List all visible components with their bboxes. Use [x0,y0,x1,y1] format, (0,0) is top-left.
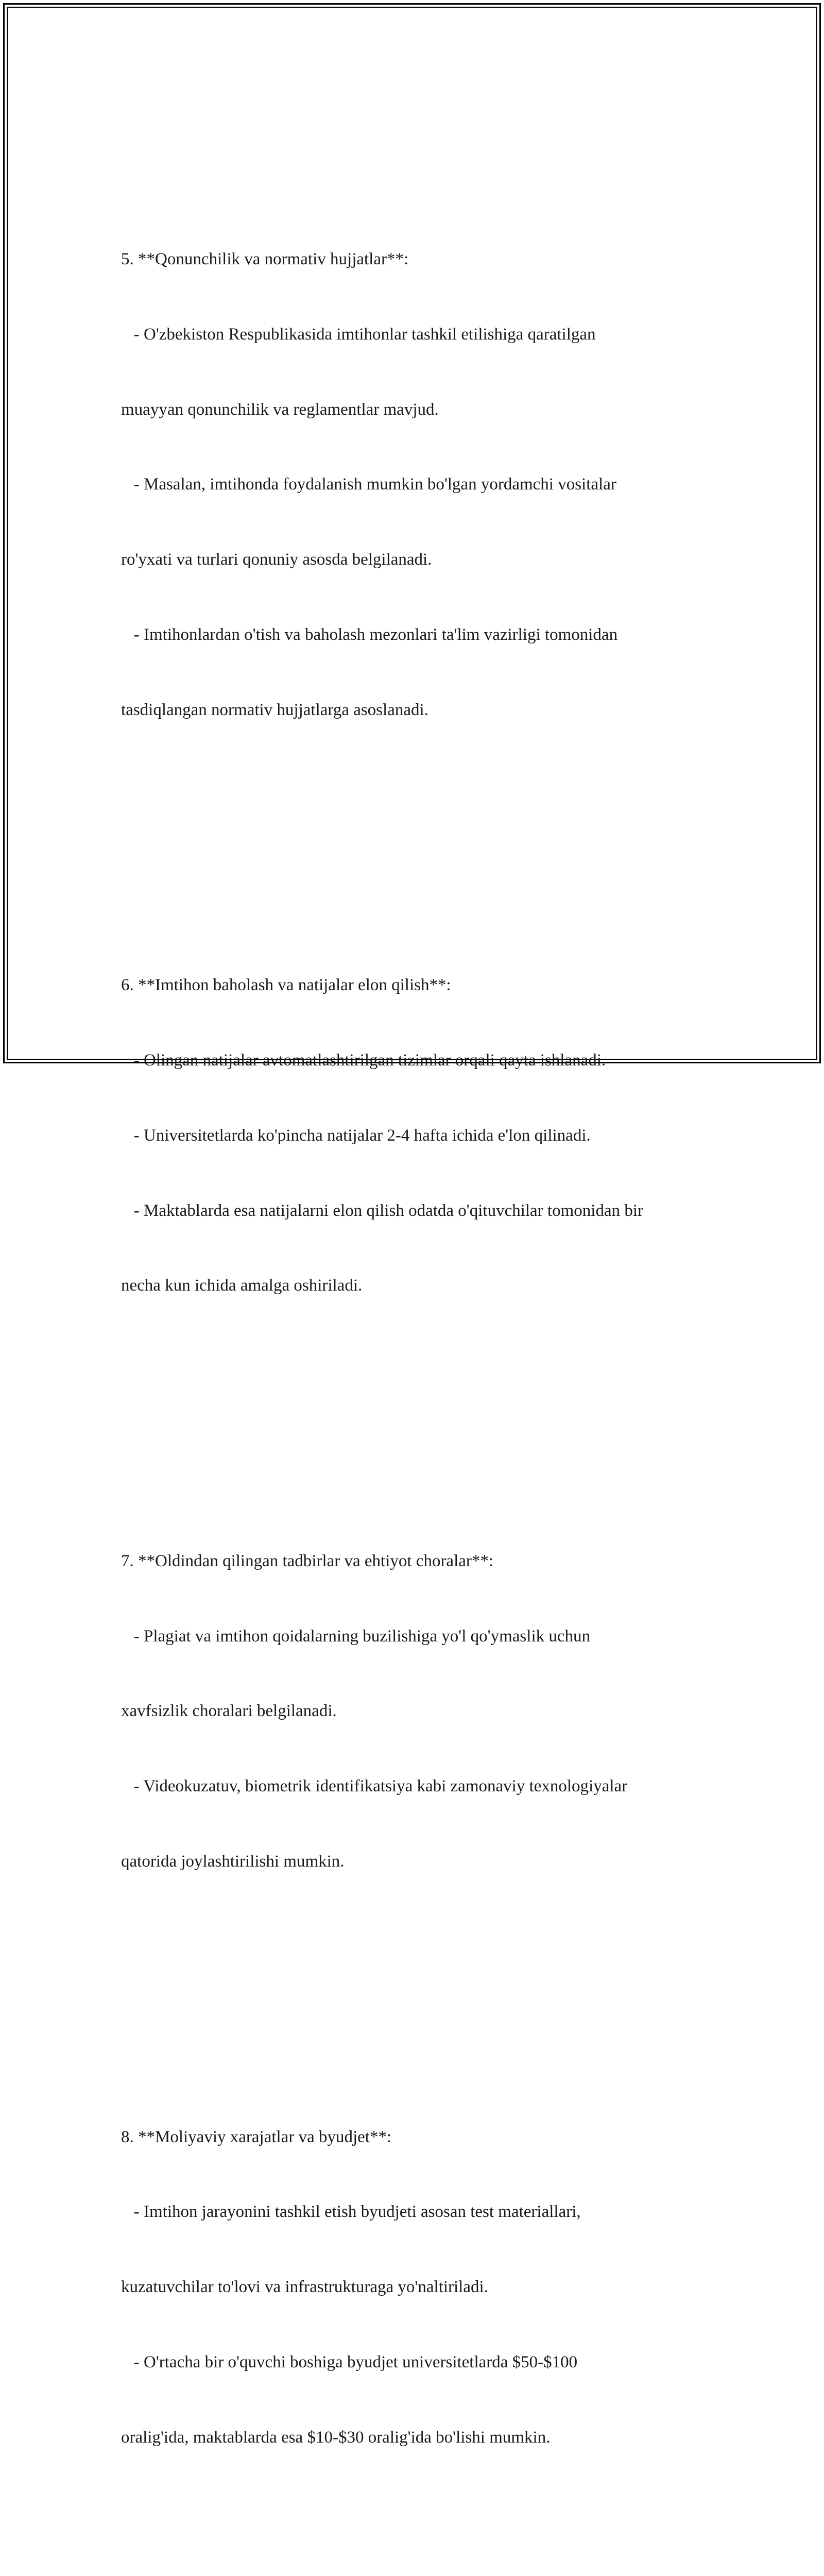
text-line: oralig'ida, maktablarda esa $10-$30 oralig'ida bo'lishi mumkin. [121,2428,551,2447]
text-line: muayyan qonunchilik va reglamentlar mavjud. [121,400,439,419]
document-body [121,122,718,2576]
text-line: qatorida joylashtirilishi mumkin. [121,1852,345,1871]
section-heading: 7. **Oldindan qilingan tadbirlar va ehtiyot choralar**: [121,1551,494,1570]
paragraph-spacer [121,2550,718,2575]
text-line: - Plagiat va imtihon qoidalarning buzilishiga yo'l qo'ymaslik uchun [121,1626,591,1646]
paragraph-spacer [121,1974,718,1999]
text-line: - Imtihonlardan o'tish va baholash mezonlari ta'lim vazirligi tomonidan [121,625,618,644]
section-heading: 5. **Qonunchilik va normativ hujjatlar**: [121,249,409,268]
section-6 [121,923,718,1348]
paragraph-spacer [121,823,718,848]
section-5 [121,197,718,773]
text-line: - Imtihon jarayonini tashkil etish byudjeti asosan test materiallari, [121,2202,581,2222]
text-line: ro'yxati va turlari qonuniy asosda belgilanadi. [121,550,432,569]
text-line: tasdiqlangan normativ hujjatlarga asoslanadi. [121,700,428,719]
section-heading: 6. **Imtihon baholash va natijalar elon qilish**: [121,976,451,995]
text-line: xavfsizlik choralari belgilanadi. [121,1702,337,1721]
paragraph-spacer [121,1398,718,1423]
text-line: necha kun ichida amalga oshiriladi. [121,1276,363,1295]
text-line: kuzatuvchilar to'lovi va infrastrukturaga yo'naltiriladi. [121,2278,488,2297]
text-line: - Masalan, imtihonda foydalanish mumkin bo'lgan yordamchi vositalar [121,475,616,494]
section-heading: 8. **Moliyaviy xarajatlar va byudjet**: [121,2127,392,2146]
text-line: - Universitetlarda ko'pincha natijalar 2-4 hafta ichida e'lon qilinadi. [121,1126,591,1145]
section-7 [121,1499,718,1924]
text-line: - Olingan natijalar avtomatlashtirilgan tizimlar orqali qayta ishlanadi. [121,1050,606,1070]
text-line: - O'zbekiston Respublikasida imtihonlar tashkil etilishiga qaratilgan [121,325,596,344]
section-8 [121,2074,718,2500]
text-line: - Maktablarda esa natijalarni elon qilish odatda o'qituvchilar tomonidan bir [121,1201,643,1220]
text-line: - O'rtacha bir o'quvchi boshiga byudjet universitetlarda $50-$100 [121,2352,578,2371]
text-line: - Videokuzatuv, biometrik identifikatsiya kabi zamonaviy texnologiyalar [121,1777,628,1796]
